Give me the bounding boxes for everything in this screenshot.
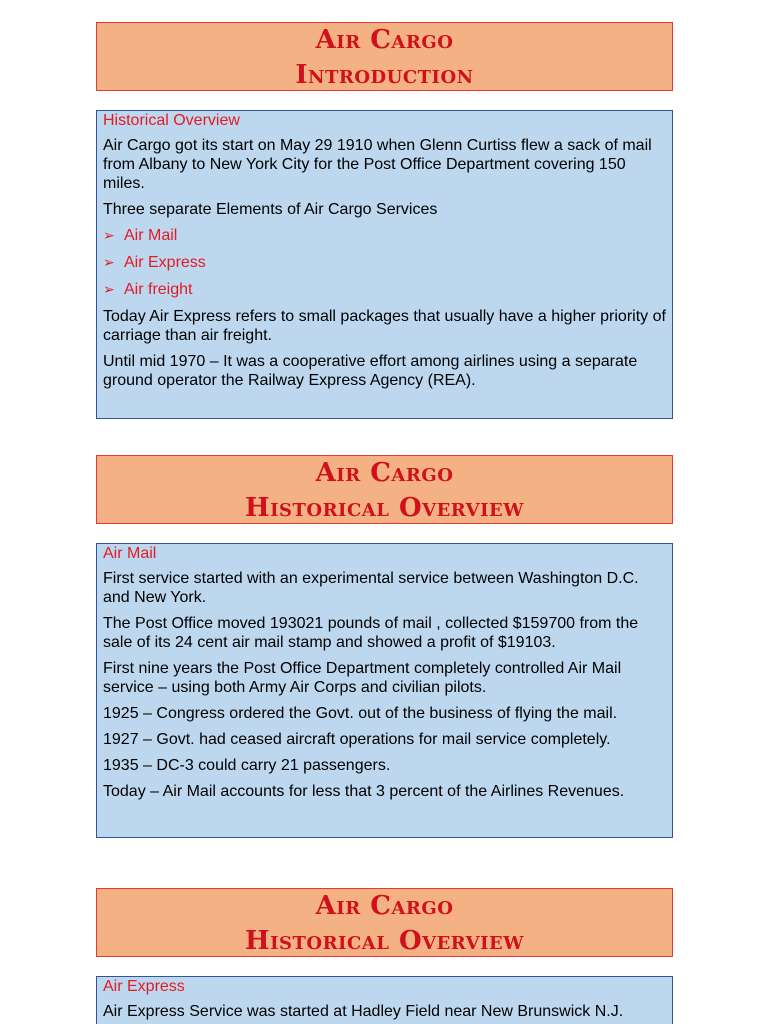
arrowhead-bullet-icon: ➢ [103, 228, 115, 244]
slide-1-content-box [96, 110, 673, 419]
slide-2-paragraph: 1925 – Congress ordered the Govt. out of the business of flying the mail. [103, 705, 618, 722]
slide-2-content-box [96, 543, 673, 838]
slide-1-bullet-label: Air Mail [124, 227, 178, 244]
slide-1-title-box [96, 22, 673, 91]
slide-3-content-box [96, 976, 673, 1024]
slide-1-bullet-item [103, 253, 666, 273]
arrowhead-bullet-icon: ➢ [103, 282, 115, 298]
slide-2-paragraph: First nine years the Post Office Department completely controlled Air Mail service – using both Army Air Corps and civilian pilots. [103, 660, 622, 696]
slide-2-paragraph: 1935 – DC-3 could carry 21 passengers. [103, 757, 391, 774]
slide-3-section-heading: Air Express [103, 978, 185, 995]
slide-2-paragraph: The Post Office moved 193021 pounds of mail , collected $159700 from the sale of its 24 cent air mail stamp and showed a profit of $19103. [103, 615, 639, 651]
slide-1-bullet-item [103, 280, 666, 300]
slide-2-paragraph: 1927 – Govt. had ceased aircraft operations for mail service completely. [103, 731, 611, 748]
slide-1-section-heading: Historical Overview [103, 112, 240, 129]
slide-2-title-line-2: Historical Overview [245, 493, 524, 523]
slide-1-bullet-label: Air freight [124, 281, 193, 298]
slide-3-title-line-2: Historical Overview [245, 926, 524, 956]
slide-2-title-line-1: Air Cargo [315, 458, 454, 488]
slide-1-paragraph: Until mid 1970 – It was a cooperative effort among airlines using a separate ground operator the Railway Express Agency (REA). [103, 353, 638, 389]
slide-1-paragraph: Today Air Express refers to small packages that usually have a higher priority of carriage than air freight. [103, 308, 666, 344]
slide-1-paragraph: Air Cargo got its start on May 29 1910 when Glenn Curtiss flew a sack of mail from Albany to New York City for the Post Office Department covering 150 miles. [103, 137, 652, 192]
slide-1-paragraph: Three separate Elements of Air Cargo Services [103, 201, 438, 218]
slide-2-paragraph: First service started with an experimental service between Washington D.C. and New York. [103, 570, 639, 606]
slide-3-title-box [96, 888, 673, 957]
slide-2-title-box [96, 455, 673, 524]
slide-2-section-heading: Air Mail [103, 545, 157, 562]
slide-1-bullet-item [103, 226, 666, 246]
slide-3-title-line-1: Air Cargo [315, 891, 454, 921]
slide-3-paragraph: Air Express Service was started at Hadley Field near New Brunswick N.J. [103, 1003, 624, 1020]
slide-2-paragraph: Today – Air Mail accounts for less that 3 percent of the Airlines Revenues. [103, 783, 625, 800]
slide-1-title-line-1: Air Cargo [315, 25, 454, 55]
arrowhead-bullet-icon: ➢ [103, 255, 115, 271]
slide-1-bullet-label: Air Express [124, 254, 206, 271]
slide-1-title-line-2: Introduction [295, 60, 474, 90]
